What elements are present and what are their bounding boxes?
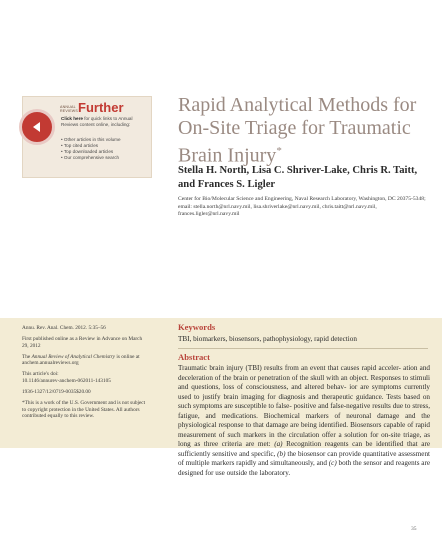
click-here-link[interactable]: Click here (61, 116, 83, 121)
page-number: 35 (411, 526, 417, 532)
keywords-heading: Keywords (178, 322, 216, 332)
doi-info: This article's doi: 10.1146/annurev-anchem-062011-143105 (22, 371, 111, 385)
article-metadata (22, 325, 150, 425)
government-footnote: *This is a work of the U.S. Government and is not subject to copyright protection in the United States. All authors contributed equally to this review. (22, 400, 146, 420)
further-link[interactable]: • Top downloaded articles (61, 149, 121, 155)
further-link[interactable]: • Other articles in this volume (61, 137, 121, 143)
publication-date: First published online as a Review in Advance on March 29, 2012 (22, 336, 143, 349)
further-title: Further (78, 100, 124, 115)
citation: Annu. Rev. Anal. Chem. 2012. 5:35–56 (22, 325, 106, 331)
issn: 1936-1327/12/0719-0035$20.00 (22, 389, 91, 396)
further-link[interactable]: • Our comprehensive search (61, 155, 121, 161)
annual-reviews-logo: ANNUAL REVIEWS (60, 105, 78, 113)
further-box[interactable] (22, 96, 152, 178)
abstract-text: Traumatic brain injury (TBI) results from an event that causes rapid acceler- ation and deceleration of the brain or penetration of the skull with an object. Responses to stimuli and questions, loss of consciousness, and altered behav- ior are symptoms currently used to justify brain imaging for diagnosis and therapeutic guidance. Tests based on such symptoms are susceptible to false- positive and false-negative results due to stress, fatigue, and medications. Biochemical markers of neuronal damage and the physiological response to that damage are being identified. Biosensors capable of rapid measurement of such markers in the circulation offer a solution for on-site triage, as long as three criteria are met: (a) Recognition reagents can be identified that are sufficiently sensitive and specific, (b) the biosensor can provide quantitative assessment of multiple markers rapidly and simultaneously, and (c) both the sensor and reagents are designed for use outside the laboratory. (178, 364, 430, 477)
author-list: Stella H. North, Lisa C. Shriver-Lake, Chris R. Taitt, and Frances S. Ligler (178, 165, 418, 190)
back-arrow-icon[interactable] (19, 109, 55, 145)
further-instructions: Click here for quick links to Annual Reviews content online, including: (61, 116, 133, 127)
further-links (61, 137, 121, 161)
section-divider (178, 348, 428, 349)
doi-link[interactable]: 10.1146/annurev-anchem-062011-143105 (22, 378, 111, 385)
keywords-text: TBI, biomarkers, biosensors, pathophysiology, rapid detection (178, 335, 357, 343)
further-link[interactable]: • Top cited articles (61, 143, 121, 149)
article-title: Rapid Analytical Methods for On-Site Triage for Traumatic Brain Injury* (178, 94, 417, 167)
footnote-mark: * (276, 145, 282, 157)
abstract-heading: Abstract (178, 352, 210, 362)
affiliation: Center for Bio/Molecular Science and Engineering, Naval Research Laboratory, Washington, DC 20375-5348; email: stella.north@nrl.navy.mil, lisa.shriverlake@nrl.navy.mil, chris.taitt@nrl.navy.mil, frances.ligler@nrl.navy.mil (178, 196, 426, 217)
online-info: The Annual Review of Analytical Chemistry is online at anchem.annualreviews.org (22, 353, 140, 367)
